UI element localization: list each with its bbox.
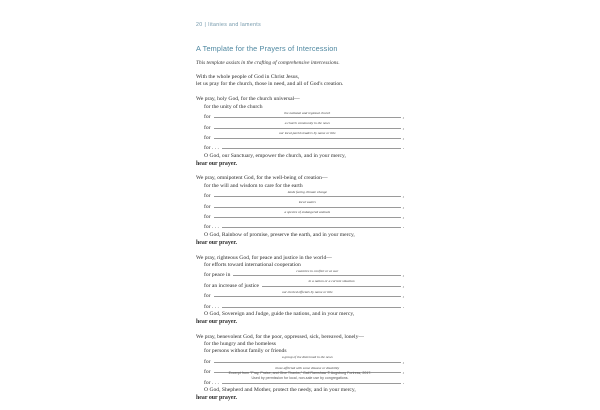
petition-block (196, 334, 404, 403)
congregational-response: hear our prayer. (196, 319, 237, 326)
fill-in-blank[interactable] (214, 290, 402, 297)
fill-in-label: for (204, 124, 211, 131)
petition-subline: for the unity of the church (204, 103, 263, 110)
fill-in-blank[interactable] (262, 280, 401, 287)
fill-in-label: for peace in (204, 272, 231, 279)
intro-line-1: With the whole people of God in Christ Jesus, (196, 74, 300, 80)
fill-in-label: for (204, 369, 211, 376)
petition-closing: O God, Rainbow of promise, preserve the earth, and in your mercy, (204, 231, 355, 238)
congregational-response: hear our prayer. (196, 395, 237, 402)
petition-block (196, 255, 404, 327)
fill-in-hint: our local parish leaders by name or title (278, 131, 336, 136)
petition-closing: O God, our Sanctuary, empower the church, and in your mercy, (204, 152, 346, 159)
fill-in-hint: a church community in the news (284, 121, 330, 125)
fill-in-punctuation: . (402, 224, 404, 231)
petition-block (196, 175, 404, 247)
fill-in-punctuation: , (402, 272, 404, 279)
petition-lead: We pray, holy God, for the church universal— (196, 96, 300, 103)
fill-in-punctuation: , (402, 114, 404, 121)
fill-in-label: for an increase of justice (204, 282, 259, 289)
petition-lead: We pray, omnipotent God, for the well-being of creation— (196, 175, 328, 182)
fill-in-punctuation: . (402, 145, 404, 152)
fill-in-punctuation: , (402, 282, 404, 289)
fill-in-blank[interactable] (222, 142, 401, 149)
fill-in-hint: countries in conflict or at war (296, 268, 339, 273)
fill-in-hint: a group of the distressed in the news (281, 355, 333, 360)
petition-blocks (196, 96, 404, 402)
fill-in-punctuation: , (402, 193, 404, 200)
fill-in-label: for (204, 134, 211, 141)
fill-in-punctuation: , (402, 293, 404, 300)
fill-in-punctuation: , (402, 134, 404, 141)
fill-in-row (196, 132, 404, 142)
fill-in-label: for (204, 203, 211, 210)
fill-in-label: for . . . (204, 145, 219, 152)
fill-in-label: for (204, 114, 211, 121)
fill-in-punctuation: , (402, 124, 404, 131)
fill-in-row (196, 290, 404, 300)
petition-closing: O God, Shepherd and Mother, protect the needy, and in your mercy, (204, 386, 356, 393)
fill-in-hint: in a nation or a current situation (308, 279, 355, 284)
fill-in-row (196, 221, 404, 231)
petition-subline: for the will and wisdom to care for the earth (204, 182, 303, 189)
fill-in-hint: local waters (298, 200, 316, 205)
fill-in-blank[interactable] (233, 269, 401, 276)
petition-subline: for the hungry and the homeless (204, 340, 276, 347)
page-content (196, 22, 404, 410)
fill-in-punctuation: . (402, 303, 404, 310)
fill-in-punctuation: , (402, 369, 404, 376)
fill-in-label: for . . . (204, 303, 219, 310)
fill-in-row (196, 142, 404, 152)
petition-subline: for persons without family or friends (204, 348, 287, 355)
congregational-response: hear our prayer. (196, 160, 237, 167)
fill-in-label: for . . . (204, 224, 219, 231)
fill-in-hint: a species of endangered animals (284, 210, 331, 215)
fill-in-label: for (204, 358, 211, 365)
page-title: A Template for the Prayers of Intercession (196, 44, 338, 53)
fill-in-hint: lands facing climate change (287, 189, 327, 194)
fill-in-row (196, 300, 404, 310)
running-head-page-number: 20 (196, 22, 203, 28)
fill-in-blank[interactable] (214, 121, 402, 128)
footer-line-2: Used by permission for local, non-sale use by congregations. (251, 376, 349, 381)
fill-in-label: for (204, 293, 211, 300)
fill-in-blank[interactable] (214, 200, 402, 207)
running-head-separator: | (204, 22, 207, 28)
fill-in-label: for (204, 214, 211, 221)
fill-in-blank[interactable] (222, 300, 401, 307)
petition-lead: We pray, righteous God, for peace and justice in the world— (196, 254, 332, 261)
fill-in-blank[interactable] (214, 211, 402, 218)
fill-in-blank[interactable] (214, 132, 402, 139)
fill-in-punctuation: , (402, 214, 404, 221)
petition-closing: O God, Sovereign and Judge, guide the nations, and in your mercy, (204, 310, 355, 317)
fill-in-blank[interactable] (214, 356, 402, 363)
fill-in-hint: the national and regional church (284, 110, 331, 115)
page-subtitle: This template assists in the crafting of comprehensive intercessions. (196, 60, 340, 66)
fill-in-hint: our elected officials by name or title (281, 289, 333, 294)
fill-in-blank[interactable] (214, 190, 402, 197)
running-head-section-title: litanies and laments (208, 22, 262, 28)
fill-in-hint: those afflicted with some disease or disability (275, 365, 340, 370)
petition-lead: We pray, benevolent God, for the poor, oppressed, sick, bereaved, lonely— (196, 333, 364, 340)
fill-in-punctuation: , (402, 203, 404, 210)
fill-in-punctuation: . (402, 379, 404, 386)
footer-line-1: Excerpt from "Pray, Praise, and Give Thanks," Gail Ramshaw © Augsburg Fortress, 2017. (228, 371, 372, 375)
footer-credit (196, 371, 404, 381)
fill-in-punctuation: , (402, 358, 404, 365)
petition-block (196, 96, 404, 168)
intro-paragraph (196, 74, 404, 88)
intro-line-2: let us pray for the church, those in need, and all of God's creation. (196, 81, 344, 88)
running-head (196, 22, 404, 28)
petition-subline: for efforts toward international cooperation (204, 261, 301, 268)
fill-in-row (196, 211, 404, 221)
fill-in-blank[interactable] (222, 221, 401, 228)
fill-in-label: for (204, 193, 211, 200)
congregational-response: hear our prayer. (196, 240, 237, 247)
fill-in-blank[interactable] (214, 111, 402, 118)
fill-in-label: for . . . (204, 379, 219, 386)
